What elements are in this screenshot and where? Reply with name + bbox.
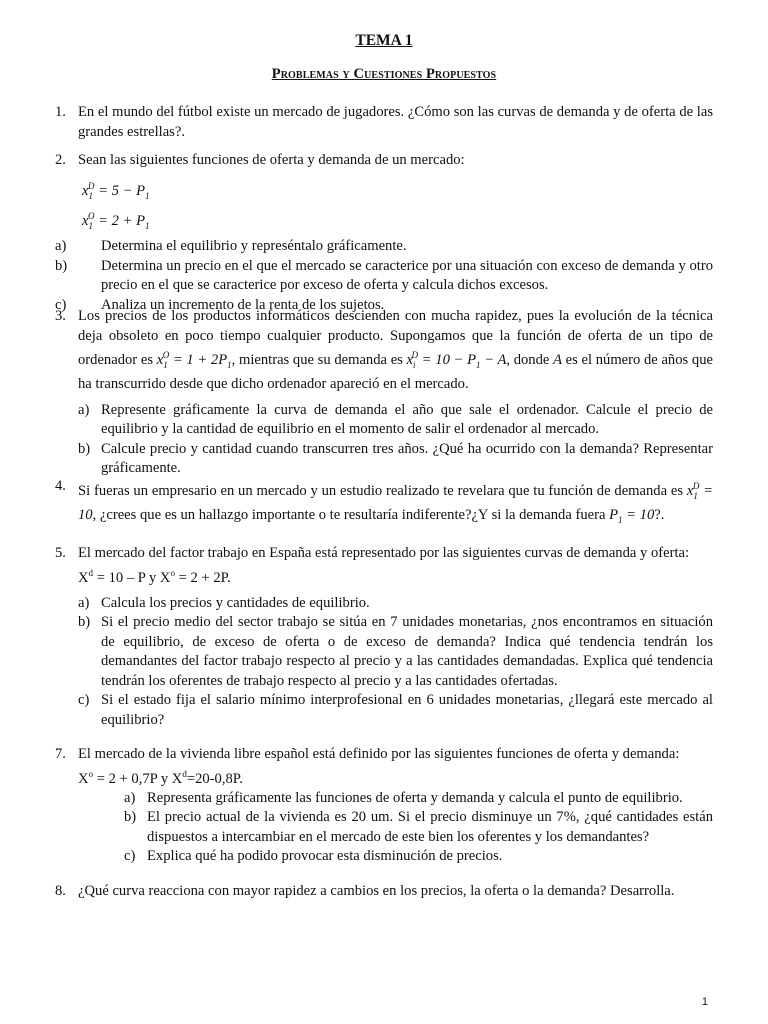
question-4 [55, 477, 713, 531]
question-text: Sean las siguientes funciones de oferta y demanda de un mercado: [78, 152, 465, 168]
subquestion-b: b) Calcule precio y cantidad cuando transcurren tres años. ¿Qué ha ocurrido con la demanda? Representar gráficamente. [78, 440, 713, 477]
subquestion-b: b) Determina un precio en el que el mercado se caracterice por una situación con exceso de demanda y otro precio en el que se caracterice por exceso de oferta y calcula dichos excesos. [55, 257, 713, 294]
equation-line: $X^d = 10 - P$ y $X^o = 2 + 2P$. [78, 567, 231, 586]
question-number: 3. [55, 308, 66, 324]
subquestion-a: a) Representa gráficamente las funciones de oferta y demanda y calcula el punto de equilibrio. [124, 789, 683, 806]
subquestion-a: a) Determina el equilibrio y represéntalo gráficamente. [55, 238, 407, 255]
question-number: 1. [55, 104, 66, 120]
equation-line: $X^o = 2 + 0,7P$ y $X^d=20-0,8P$. [78, 768, 243, 787]
subquestion-b: b) Si el precio medio del sector trabajo se sitúa en 7 unidades monetarias, ¿nos encontramos en situación de equilibrio, de exceso de oferta o de exceso de demanda? Indica qué tendencia tendrán los demandantes del factor trabajo respecto al precio y a las cantidades demandadas. Explica qué tendencia tendrán los oferentes de trabajo respecto al precio y a las cantidades ofertadas. [78, 614, 713, 689]
equation-supply: $x_1^O = 2 + P_1$ [82, 211, 150, 232]
question-1 [55, 103, 713, 142]
page-title: TEMA 1 [355, 32, 413, 49]
question-number: 7. [55, 746, 66, 762]
question-8 [55, 882, 713, 902]
question-text: Los precios de los productos informáticos descienden con mucha rapidez, pues la evolución de la técnica deja obsoleto en poco tiempo cualquier producto. Supongamos que la función de oferta de un tipo de ordenador es $x_1^O = 1 + 2P_1$, mientras que su demanda es $x_i^D = 10 - P_1 - A$, donde A es el número de años que ha transcurrido desde que dicho ordenador apareció en el mercado. [78, 308, 713, 393]
question-number: 2. [55, 152, 66, 168]
equation-demand-constant: $x_1^D = 10$ [78, 481, 713, 524]
question-3 [55, 307, 713, 479]
question-text: ¿Qué curva reacciona con mayor rapidez a cambios en los precios, la oferta o la demanda? Desarrolla. [78, 883, 675, 899]
question-7 [55, 745, 713, 867]
subquestion-b: b) El precio actual de la vivienda es 20 um. Si el precio disminuye un 7%, ¿qué cantidades están dispuestos a intercambiar en el mercado de este bien los oferentes y los demandantes? [124, 809, 713, 845]
question-number: 8. [55, 883, 66, 899]
question-text: El mercado de la vivienda libre español está definido por las siguientes funciones de oferta y demanda: [78, 746, 680, 762]
subquestion-c: c) Si el estado fija el salario mínimo interprofesional en 6 unidades monetarias, ¿llegará este mercado al equilibrio? [78, 692, 713, 728]
equation-demand: $x_1^D = 5 - P_1$ [82, 180, 150, 201]
subquestion-c: c) Explica qué ha podido provocar esta disminución de precios. [124, 848, 503, 865]
question-text: En el mundo del fútbol existe un mercado de jugadores. ¿Cómo son las curvas de demanda y de oferta de las grandes estrellas?. [78, 104, 713, 140]
equation-demand: $x_i^D = 10 - P_1 - A$ [406, 350, 507, 370]
question-number: 4. [55, 478, 66, 494]
page-number: 1 [701, 996, 708, 1008]
equation-supply: $x_1^O = 1 + 2P_1$ [156, 350, 232, 370]
question-number: 5. [55, 545, 66, 561]
question-2 [55, 151, 713, 315]
subquestion-a: a) Represente gráficamente la curva de demanda el año que sale el ordenador. Calcule el precio de equilibrio y la cantidad de equilibrio en el momento de salir el ordenador al mercado. [78, 401, 713, 438]
question-5 [55, 544, 713, 730]
page-subtitle: Problemas y Cuestiones Propuestos [271, 66, 497, 82]
subquestion-c: c) Analiza un incremento de la renta de los sujetos. [55, 296, 385, 313]
question-text: Si fueras un empresario en un mercado y un estudio realizado te revelara que tu función de demanda es $x_1^D = 10$, ¿crees que es un hallazgo importante o te resultaría indiferente?¿Y si la demanda fuera $P_1 = 10$?. [78, 481, 713, 526]
subquestion-a: a) Calcula los precios y cantidades de equilibrio. [78, 594, 370, 611]
equation-price-constant: $P_1 = 10$ [609, 507, 655, 526]
question-text: El mercado del factor trabajo en España está representado por las siguientes curvas de demanda y oferta: [78, 545, 690, 561]
